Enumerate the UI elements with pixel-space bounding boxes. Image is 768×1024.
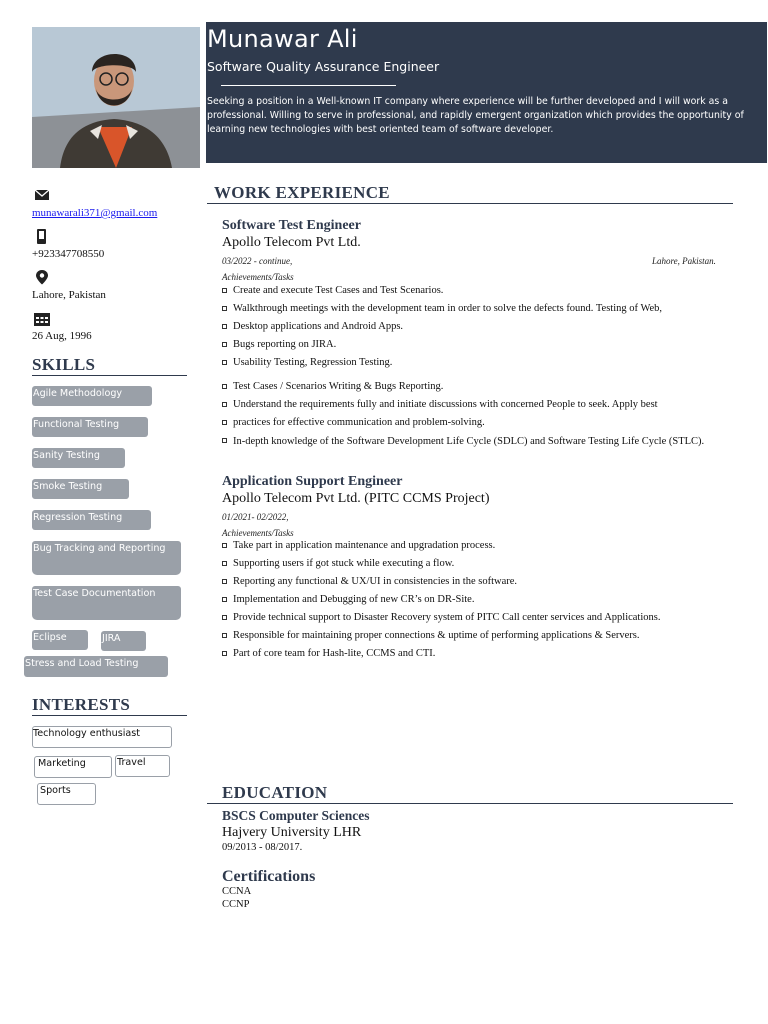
bullet-text: practices for effective communication and problem-solving. [233, 417, 485, 428]
bullet-text: Take part in application maintenance and upgradation process. [233, 540, 496, 551]
header-divider [221, 85, 396, 86]
list-item [222, 648, 732, 666]
job-company: Apollo Telecom Pvt Ltd. (PITC CCMS Project) [222, 491, 490, 506]
bullet-text: Supporting users if got stuck while executing a flow. [233, 558, 455, 569]
profile-summary: Seeking a position in a Well-known IT company where experience will be further developed and I will work as a professional. Willing to serve in professional, and rapidly emergent organization which provides the opportunity of learning new technologies with best oriented team of software developer. [207, 96, 744, 135]
job-location: Lahore, Pakistan. [652, 256, 716, 266]
bullet-text: Test Cases / Scenarios Writing & Bugs Reporting. [233, 381, 444, 392]
skill-chip: JIRA [101, 631, 146, 651]
education-divider [207, 803, 733, 804]
skill-chip: Eclipse [32, 630, 88, 650]
list-item [222, 558, 732, 576]
job-company: Apollo Telecom Pvt Ltd. [222, 235, 361, 250]
skills-heading: SKILLS [32, 355, 96, 374]
interests-heading: INTERESTS [32, 695, 131, 714]
calendar-icon [33, 311, 51, 327]
tasks-label: Achievements/Tasks [222, 528, 294, 538]
job-dates: 01/2021- 02/2022, [222, 512, 289, 522]
list-item [222, 435, 727, 448]
job-title: Application Support Engineer [222, 474, 403, 489]
header-banner [206, 22, 767, 163]
phone-number: +923347708550 [32, 248, 105, 260]
list-item [222, 594, 732, 612]
phone-icon [33, 228, 51, 244]
email-link[interactable]: munawarali371@gmail.com [32, 207, 158, 219]
job-bullets [222, 285, 727, 448]
education-dates: 09/2013 - 08/2017. [222, 842, 303, 853]
interest-item: Travel [115, 755, 170, 777]
candidate-name: Munawar Ali [207, 25, 358, 53]
skill-chip: Regression Testing [32, 510, 151, 530]
bullet-text: Create and execute Test Cases and Test Scenarios. [233, 285, 444, 296]
location-icon [33, 269, 51, 285]
skill-chip: Test Case Documentation [32, 586, 181, 620]
interest-item: Marketing [34, 756, 112, 778]
list-item [222, 321, 727, 339]
skill-chip: Agile Methodology [32, 386, 152, 406]
skill-chip: Stress and Load Testing [24, 656, 168, 677]
list-item [222, 303, 727, 321]
job-bullets [222, 540, 732, 666]
work-heading: WORK EXPERIENCE [214, 183, 390, 202]
list-item [222, 630, 732, 648]
location-text: Lahore, Pakistan [32, 289, 106, 301]
list-item [222, 399, 727, 417]
candidate-role: Software Quality Assurance Engineer [207, 59, 440, 74]
education-degree: BSCS Computer Sciences [222, 808, 370, 823]
list-item [222, 357, 727, 381]
interests-divider [32, 715, 187, 716]
certification-item: CCNP [222, 899, 250, 910]
skill-chip: Smoke Testing [32, 479, 129, 499]
certifications-heading: Certifications [222, 868, 316, 885]
job-title: Software Test Engineer [222, 218, 361, 233]
skill-chip: Bug Tracking and Reporting [32, 541, 181, 575]
profile-photo [32, 27, 200, 168]
list-item [222, 612, 732, 630]
bullet-text: Walkthrough meetings with the development team in order to solve the defects found. Testing of Web, [233, 303, 663, 314]
bullet-text: Usability Testing, Regression Testing. [233, 357, 393, 368]
skill-chip: Sanity Testing [32, 448, 125, 468]
certification-item: CCNA [222, 886, 252, 897]
bullet-text: Understand the requirements fully and initiate discussions with concerned People to seek. Apply best [233, 399, 658, 410]
list-item [222, 339, 727, 357]
interest-item: Sports [37, 783, 96, 805]
tasks-label: Achievements/Tasks [222, 272, 294, 282]
bullet-text: Implementation and Debugging of new CR’s on DR-Site. [233, 594, 475, 605]
bullet-text: Responsible for maintaining proper connections & uptime of performing applications & Servers. [233, 630, 640, 641]
education-school: Hajvery University LHR [222, 825, 362, 840]
date-of-birth: 26 Aug, 1996 [32, 330, 92, 342]
bullet-text: Desktop applications and Android Apps. [233, 321, 404, 332]
list-item [222, 285, 727, 303]
education-heading: EDUCATION [222, 783, 328, 802]
interest-item: Technology enthusiast [32, 726, 172, 748]
skill-chip: Functional Testing [32, 417, 148, 437]
skills-divider [32, 375, 187, 376]
bullet-text: Reporting any functional & UX/UI in consistencies in the software. [233, 576, 518, 587]
list-item [222, 576, 732, 594]
bullet-text: In-depth knowledge of the Software Development Life Cycle (SDLC) and Software Testing Life Cycle (STLC). [233, 436, 705, 447]
bullet-text: Provide technical support to Disaster Recovery system of PITC Call center services and Applications. [233, 612, 661, 623]
list-item [222, 540, 732, 558]
bullet-text: Part of core team for Hash-lite, CCMS and CTI. [233, 648, 436, 659]
list-item [222, 381, 727, 399]
work-divider [207, 203, 733, 204]
job-dates: 03/2022 - continue, [222, 256, 293, 266]
list-item [222, 417, 727, 435]
bullet-text: Bugs reporting on JIRA. [233, 339, 337, 350]
email-icon [33, 187, 51, 203]
